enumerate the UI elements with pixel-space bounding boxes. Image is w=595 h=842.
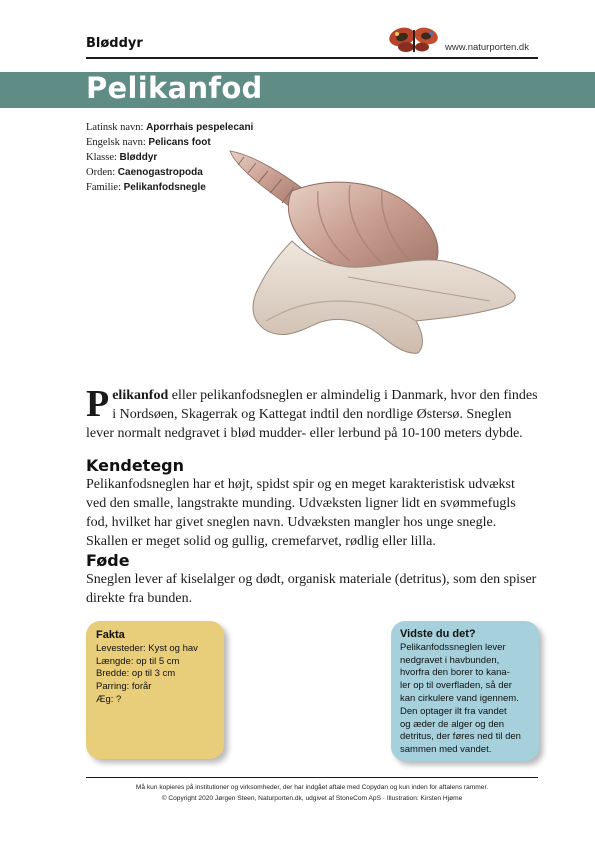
- butterfly-logo-icon: [386, 24, 442, 56]
- taxonomy-label: Engelsk navn:: [86, 137, 146, 148]
- section-heading-fode: Føde: [86, 551, 130, 570]
- fakta-line: Æg: ?: [96, 693, 122, 705]
- footer-license: Må kun kopieres på institutioner og virksomheder, der har indgået aftale med Copydan og kun inden for aftalens rammer.: [135, 784, 489, 791]
- fakta-line: Bredde: op til 3 cm: [96, 668, 176, 680]
- section-text-fode: Sneglen lever af kiselalger og dødt, organisk materiale (detritus), som den spiser direkte fra bunden.: [86, 572, 537, 606]
- vidste-line: og æder de alger og den: [400, 718, 505, 730]
- category-label: Bløddyr: [86, 36, 143, 51]
- site-url: www.naturporten.dk: [445, 42, 529, 53]
- vidste-box: [391, 621, 539, 761]
- vidste-line: nedgravet i havbunden,: [400, 654, 500, 666]
- vidste-line: sammen med vandet.: [400, 744, 492, 756]
- vidste-line: hvorfra den borer to kana-: [400, 667, 510, 679]
- fakta-line: Længde: op til 5 cm: [96, 655, 180, 667]
- footer-copyright: © Copyright 2020 Jørgen Steen, Naturporten.dk, udgivet af StoneCom ApS · Illustration: Kirsten Hjøme: [161, 795, 463, 802]
- taxonomy-value: Aporrhais pespelecani: [146, 122, 254, 133]
- fakta-line: Levesteder: Kyst og hav: [96, 642, 198, 654]
- shell-illustration: [222, 145, 522, 370]
- fakta-box: [86, 621, 224, 759]
- taxonomy-label: Klasse:: [86, 152, 117, 163]
- section-heading-kendetegn: Kendetegn: [86, 456, 185, 475]
- section-text-kendetegn: Pelikanfodsneglen har et højt, spidst spir og en meget karakteristisk udvækst ved den smalle, langstrakte munding. Udvæksten ligner lidt en svømmefugls fod, hvilket har givet sneglen navn. Udvæksten mangler hos unge snegle. Skallen er meget solid og gullig, cremefarvet, rødlig eller lilla.: [86, 477, 516, 549]
- dropcap: P: [86, 383, 110, 425]
- vidste-line: detritus, der føres ned til den: [400, 731, 521, 743]
- taxonomy-value: Pelikanfodsnegle: [123, 182, 206, 193]
- vidste-line: Pelikanfodssneglen lever: [400, 641, 506, 653]
- taxonomy-label: Latinsk navn:: [86, 122, 144, 133]
- vidste-line: ler op til overfladen, så der: [400, 680, 512, 692]
- page-title: Pelikanfod: [86, 71, 263, 105]
- footer-divider: [86, 777, 538, 778]
- header-divider: [86, 57, 538, 59]
- intro-text: eller pelikanfodsneglen er almindelig i Danmark, hvor den findes i Nordsøen, Skagerrak og Kattegat indtil den nordlige Østersø. Sneglen lever normalt nedgravet i blød mudder- eller lerbund på 10-100 meters dybde.: [86, 388, 538, 441]
- taxonomy-value: Caenogastropoda: [117, 167, 203, 178]
- vidste-line: kan cirkulere vand igennem.: [400, 692, 519, 704]
- taxonomy-value: Bløddyr: [119, 152, 158, 163]
- taxonomy-row: [86, 120, 253, 135]
- intro-paragraph: [86, 383, 538, 443]
- taxonomy-value: Pelicans foot: [148, 137, 211, 148]
- vidste-title: Vidste du det?: [400, 628, 476, 640]
- vidste-line: Den optager ilt fra vandet: [400, 705, 507, 717]
- fakta-line: Parring: forår: [96, 681, 152, 693]
- taxonomy-label: Orden:: [86, 167, 116, 178]
- fakta-title: Fakta: [96, 629, 125, 641]
- intro-lead: elikanfod: [112, 388, 169, 403]
- taxonomy-label: Familie:: [86, 182, 121, 193]
